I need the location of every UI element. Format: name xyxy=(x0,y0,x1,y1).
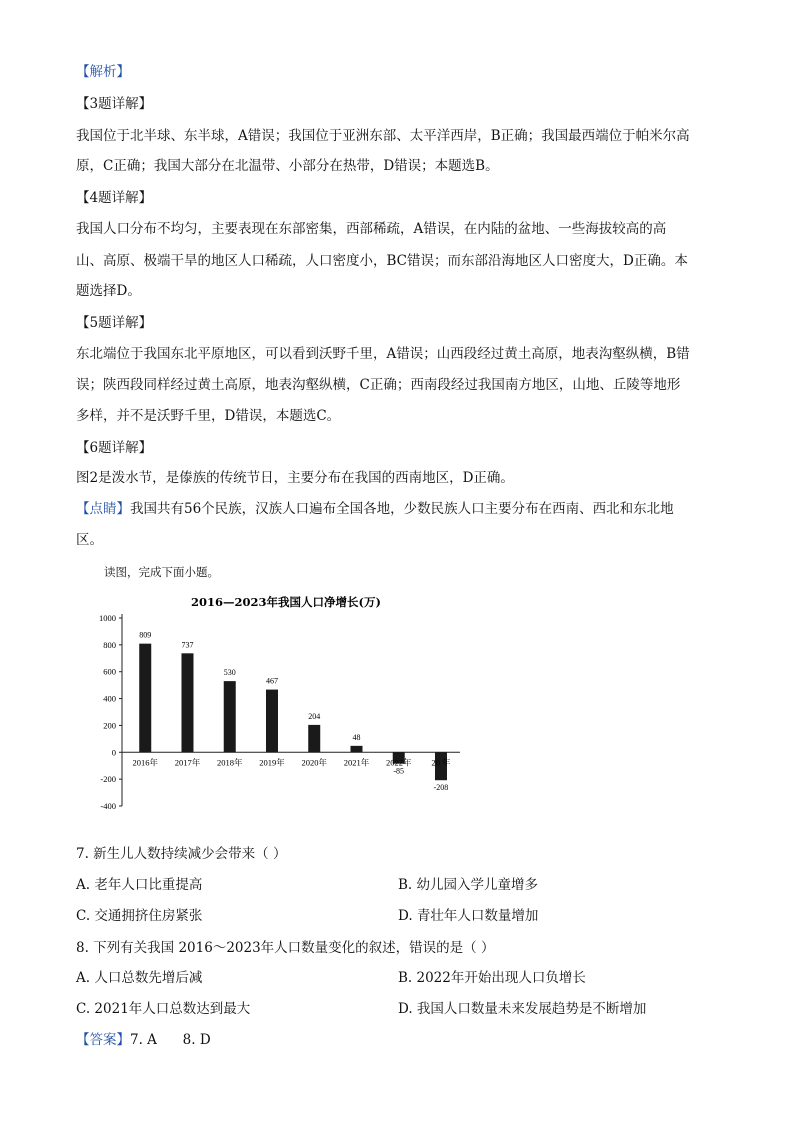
answer-label: 【答案】 xyxy=(76,1032,130,1048)
x-tick-label: 2018年 xyxy=(216,757,243,768)
q8-option-b[interactable]: B. 2022年开始出现人口负增长 xyxy=(398,970,586,986)
reading-prompt: 读图，完成下面小题。 xyxy=(104,565,219,579)
answer-text: 7. A 8. D xyxy=(130,1032,211,1048)
q4-heading: 【4题详解】 xyxy=(76,190,153,206)
population-chart xyxy=(86,588,476,820)
q7-option-d[interactable]: D. 青壮年人口数量增加 xyxy=(398,908,539,924)
y-tick-label: 0 xyxy=(111,747,116,758)
tip-label: 【点睛】 xyxy=(76,501,130,517)
bar-value-label: 737 xyxy=(181,640,194,650)
x-tick-label: 2017年 xyxy=(174,757,201,768)
y-tick-label: 600 xyxy=(103,666,116,677)
q8-option-c[interactable]: C. 2021年人口总数达到最大 xyxy=(76,1001,251,1017)
tip-paragraph xyxy=(76,499,674,519)
y-tick-label: 200 xyxy=(103,720,116,731)
q7-option-a[interactable]: A. 老年人口比重提高 xyxy=(76,877,203,893)
bar-value-label: 204 xyxy=(308,711,321,721)
q3-line-1: 我国位于北半球、东半球，A错误；我国位于亚洲东部、太平洋西岸，B正确；我国最西端位于帕米尔高 xyxy=(76,128,690,144)
y-tick-label: 800 xyxy=(103,639,116,650)
bar-value-label: -208 xyxy=(433,783,449,793)
x-tick-label: 2022年 xyxy=(385,757,412,768)
bar-value-label: 48 xyxy=(352,732,361,742)
chart-title: 2016—2023年我国人口净增长(万) xyxy=(191,595,381,609)
x-tick-label: 2020年 xyxy=(301,757,327,768)
y-tick-label: -200 xyxy=(100,774,116,785)
tip-text: 我国共有56个民族，汉族人口遍布全国各地，少数民族人口主要分布在西南、西北和东北地 xyxy=(130,501,674,517)
q4-line-1: 我国人口分布不均匀，主要表现在东部密集，西部稀疏，A错误，在内陆的盆地、一些海拔较高的高 xyxy=(76,221,667,237)
q7-option-b[interactable]: B. 幼儿园入学儿童增多 xyxy=(398,877,539,893)
bar xyxy=(224,681,236,752)
q5-heading: 【5题详解】 xyxy=(76,315,153,331)
q7-stem: 7. 新生儿人数持续减少会带来（ ） xyxy=(76,846,287,862)
q6-heading: 【6题详解】 xyxy=(76,440,153,456)
bar xyxy=(350,746,362,752)
y-tick-label: 400 xyxy=(103,693,116,704)
bar xyxy=(266,690,278,753)
q7-option-c[interactable]: C. 交通拥挤住房紧张 xyxy=(76,908,203,924)
analysis-heading: 【解析】 xyxy=(76,64,130,80)
x-tick-label: 2021年 xyxy=(343,757,370,768)
q8-option-a[interactable]: A. 人口总数先增后减 xyxy=(76,970,203,986)
y-tick-label: 1000 xyxy=(99,613,116,623)
q5-line-2: 误；陕西段同样经过黄土高原，地表沟壑纵横，C正确；西南段经过我国南方地区，山地、丘陵等地形 xyxy=(76,377,681,393)
q5-line-3: 多样，并不是沃野千里，D错误，本题选C。 xyxy=(76,408,341,424)
y-tick-label: -400 xyxy=(100,801,116,811)
q6-line-1: 图2是泼水节，是傣族的传统节日，主要分布在我国的西南地区，D正确。 xyxy=(76,470,514,486)
tip-text-2: 区。 xyxy=(76,532,103,548)
bar-value-label: 809 xyxy=(139,630,152,640)
bar-value-label: -85 xyxy=(393,766,405,776)
x-tick-label: 2019年 xyxy=(259,757,285,768)
bar-value-label: 467 xyxy=(265,676,278,686)
q8-stem: 8. 下列有关我国 2016～2023年人口数量变化的叙述，错误的是（ ） xyxy=(76,940,495,956)
x-tick-label: 2016年 xyxy=(132,757,158,768)
x-tick-label: 20 年 xyxy=(431,757,451,768)
q3-heading: 【3题详解】 xyxy=(76,96,153,112)
bar-value-label: 530 xyxy=(223,668,236,678)
chart-svg xyxy=(86,588,476,820)
q4-line-3: 题选择D。 xyxy=(76,283,141,299)
bar xyxy=(139,644,151,753)
q3-line-2: 原，C正确；我国大部分在北温带、小部分在热带，D错误；本题选B。 xyxy=(76,158,499,174)
q4-line-2: 山、高原、极端干旱的地区人口稀疏，人口密度小，BC错误；而东部沿海地区人口密度大，D正确。本 xyxy=(76,253,688,269)
bar xyxy=(181,653,193,752)
bar xyxy=(308,725,320,752)
q8-option-d[interactable]: D. 我国人口数量未来发展趋势是不断增加 xyxy=(398,1001,647,1017)
q5-line-1: 东北端位于我国东北平原地区，可以看到沃野千里，A错误；山西段经过黄土高原，地表沟壑纵横，B错 xyxy=(76,346,690,362)
answer-line xyxy=(76,1030,211,1050)
